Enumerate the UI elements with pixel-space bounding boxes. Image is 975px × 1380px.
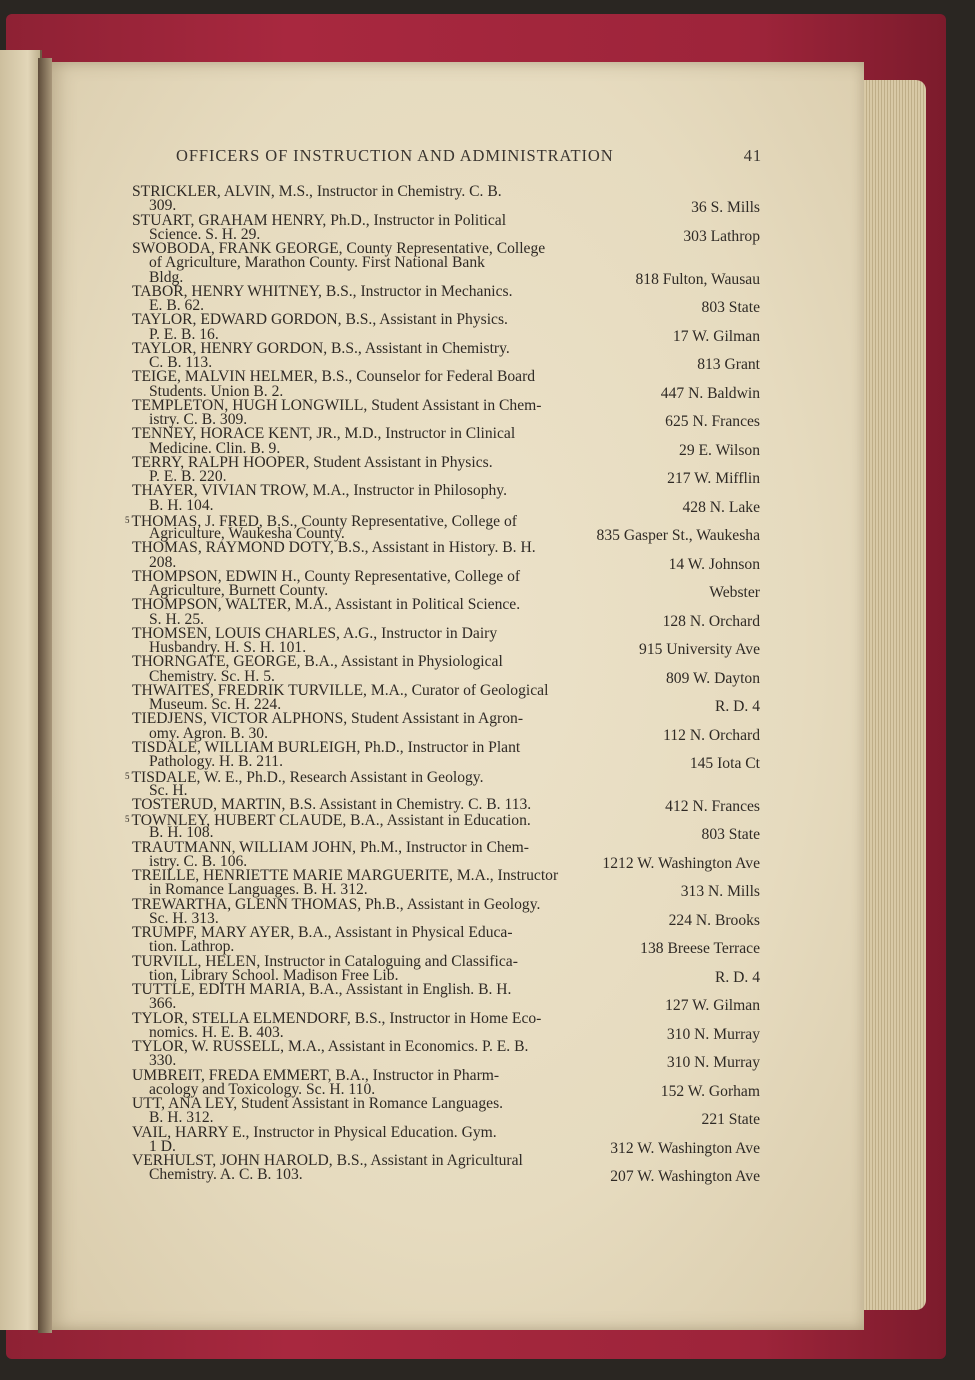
entry-text: E. B. 62. [149, 297, 205, 314]
entry-text: of Agriculture, Marathon County. First National Bank [149, 254, 485, 272]
entry-text: P. E. B. 220. [149, 468, 227, 485]
entry-text: TEIGE, MALVIN HELMER, B.S., Counselor for Federal Board [132, 368, 536, 386]
entry-name-line [132, 895, 762, 913]
entry-text: SWOBODA, FRANK GEORGE, County Representative, College [132, 240, 546, 257]
entry-address: 127 W. Gilman [665, 997, 760, 1015]
entry-continuation-line [132, 496, 762, 516]
entry-address: 221 State [701, 1111, 760, 1129]
entry-name-line [132, 282, 762, 300]
entry-text: P. E. B. 16. [149, 325, 219, 343]
entry-text: TRAUTMANN, WILLIAM JOHN, Ph.M., Instructor in Chem- [132, 838, 529, 856]
entry-text: TAYLOR, HENRY GORDON, B.S., Assistant in Chemistry. [132, 339, 510, 357]
entry-name-line [125, 812, 762, 829]
entry-text: Agriculture, Waukesha County. [149, 525, 345, 542]
entry-address: 36 S. Mills [691, 199, 760, 217]
entry-text: STUART, GRAHAM HENRY, Ph.D., Instructor in Political [132, 211, 507, 229]
entry-address: 29 E. Wilson [679, 441, 760, 459]
entry-text: TERRY, RALPH HOOPER, Student Assistant in Physics. [132, 453, 493, 471]
entry-address: 145 Iota Ct [689, 755, 760, 772]
entry-text: TISDALE, W. E., Ph.D., Research Assistant in Geology. [131, 769, 484, 787]
directory-entry [132, 1123, 762, 1157]
entry-text: TURVILL, HELEN, Instructor in Cataloguing and Classifica- [132, 952, 518, 970]
entry-text: TYLOR, STELLA ELMENDORF, B.S., Instructor in Home Eco- [132, 1009, 542, 1027]
directory-entry [132, 681, 762, 715]
entry-text: THOMSEN, LOUIS CHARLES, A.G., Instructor in Dairy [132, 624, 498, 642]
entry-name-line [132, 1123, 762, 1141]
entry-address: 217 W. Mifflin [667, 470, 760, 487]
entry-text: B. H. 104. [149, 496, 214, 514]
entry-text: Students. Union B. 2. [149, 382, 284, 400]
directory-entry [132, 1066, 762, 1100]
running-header-title: OFFICERS OF INSTRUCTION AND ADMINISTRATION [176, 146, 614, 165]
page-stack-edge [858, 80, 926, 1310]
running-header [176, 146, 766, 168]
entry-text: 208. [149, 553, 177, 571]
directory-entry [132, 453, 762, 487]
directory-entry [132, 924, 762, 958]
directory-entry [125, 512, 762, 544]
entry-text: S. H. 25. [149, 610, 205, 628]
entry-text: TEMPLETON, HUGH LONGWILL, Student Assistant in Chem- [132, 396, 542, 414]
entry-address: 813 Grant [697, 356, 760, 373]
entry-address: 152 W. Gorham [660, 1082, 760, 1100]
directory-entry [132, 981, 762, 1015]
entry-text: TRUMPF, MARY AYER, B.A., Assistant in Physical Educa- [132, 924, 513, 941]
directory-entry [132, 482, 762, 516]
entry-text: THOMPSON, WALTER, M.A., Assistant in Political Science. [132, 596, 521, 614]
entry-text: UTT, ANA LEY, Student Assistant in Romance Languages. [132, 1095, 504, 1112]
directory-entry [132, 240, 762, 288]
directory-entry [132, 211, 762, 245]
entry-text: TYLOR, W. RUSSELL, M.A., Assistant in Economics. P. E. B. [132, 1038, 529, 1055]
entry-address: 803 State [701, 826, 760, 844]
directory-entry [132, 1038, 762, 1072]
entry-text: Husbandry. H. S. H. 101. [149, 639, 307, 656]
entry-address: R. D. 4 [714, 698, 760, 715]
directory-entry [132, 396, 762, 430]
directory-entry [132, 895, 762, 929]
entry-text: THWAITES, FREDRIK TURVILLE, M.A., Curator of Geological [132, 681, 549, 699]
entry-text: tion, Library School. Madison Free Lib. [149, 966, 399, 984]
entry-text: TREILLE, HENRIETTE MARIE MARGUERITE, M.A., Instructor [132, 867, 559, 884]
entry-name-line [132, 339, 762, 357]
previous-page-edge [0, 50, 42, 1330]
entry-name-line [132, 598, 762, 612]
directory-entry [125, 812, 762, 844]
entry-text: THOMPSON, EDWIN H., County Representative, College of [132, 567, 521, 585]
entry-text: Science. S. H. 29. [149, 225, 261, 243]
entry-address: 310 N. Murray [666, 1054, 760, 1072]
entry-text: TREWARTHA, GLENN THOMAS, Ph.B., Assistant in Geology. [132, 895, 541, 913]
entry-text: TABOR, HENRY WHITNEY, B.S., Instructor in Mechanics. [132, 282, 513, 300]
entry-text: istry. C. B. 106. [149, 852, 248, 870]
entry-address: 14 W. Johnson [668, 555, 760, 573]
entry-text: 309. [149, 197, 177, 215]
entry-text: omy. Agron. B. 30. [149, 724, 268, 742]
entry-address: 803 State [701, 299, 760, 316]
entry-name-line [132, 541, 762, 555]
directory-entry [132, 368, 762, 402]
entry-text: B. H. 312. [149, 1109, 214, 1127]
entry-text: TOWNLEY, HUBERT CLAUDE, B.A., Assistant in Education. [131, 812, 531, 829]
entry-address: 224 N. Brooks [668, 911, 760, 929]
entry-name-line [132, 1097, 762, 1111]
entry-name-line [132, 313, 762, 327]
entry-address: 1212 W. Washington Ave [602, 854, 760, 872]
entry-address: 17 W. Gilman [672, 327, 760, 345]
entry-text: Pathology. H. B. 211. [149, 753, 283, 770]
directory-entry [132, 339, 762, 373]
footnote-marker: 5 [125, 514, 130, 525]
entry-text: THORNGATE, GEORGE, B.A., Assistant in Physiological [132, 653, 503, 671]
directory-entry [132, 710, 762, 744]
entry-address: R. D. 4 [714, 968, 760, 986]
entry-text: acology and Toxicology. Sc. H. 110. [149, 1080, 376, 1098]
entry-text: VERHULST, JOHN HAROLD, B.S., Assistant in Agricultural [132, 1152, 523, 1169]
entry-text: Chemistry. A. C. B. 103. [149, 1166, 303, 1184]
entry-text: Museum. Sc. H. 224. [149, 696, 282, 713]
directory-entry [132, 653, 762, 687]
entry-text: in Romance Languages. B. H. 312. [149, 881, 368, 899]
directory-entry [132, 425, 762, 459]
entry-address: 428 N. Lake [682, 498, 760, 516]
entry-text: 1 D. [149, 1137, 176, 1155]
entry-text: Chemistry. Sc. H. 5. [149, 667, 275, 685]
directory-entry [132, 596, 762, 630]
footnote-marker: 5 [125, 814, 130, 824]
directory-entry [132, 282, 762, 316]
entry-text: tion. Lathrop. [149, 938, 235, 956]
directory-entry [132, 567, 762, 601]
entry-text: TIEDJENS, VICTOR ALPHONS, Student Assistant in Agron- [132, 710, 524, 728]
entry-text: THOMAS, RAYMOND DOTY, B.S., Assistant in History. B. H. [132, 539, 536, 557]
entry-address: 447 N. Baldwin [660, 384, 760, 402]
entry-text: Sc. H. 313. [149, 909, 219, 927]
entry-text: TAYLOR, EDWARD GORDON, B.S., Assistant in Physics. [132, 311, 508, 329]
directory-entry [132, 311, 762, 345]
page-number: 41 [743, 146, 762, 165]
entry-address: 112 N. Orchard [663, 726, 760, 744]
book-gutter [38, 58, 52, 1333]
directory-entry [132, 738, 762, 772]
entry-text: 366. [149, 995, 177, 1013]
entry-address: 313 N. Mills [680, 883, 760, 901]
entry-address: 310 N. Murray [666, 1025, 760, 1043]
entry-text: TENNEY, HORACE KENT, JR., M.D., Instructor in Clinical [132, 425, 516, 443]
entry-text: TISDALE, WILLIAM BURLEIGH, Ph.D., Instructor in Plant [132, 738, 521, 756]
directory-entry [132, 624, 762, 658]
entry-address: 128 N. Orchard [662, 612, 760, 630]
directory-entry [125, 769, 762, 799]
entry-address: 207 W. Washington Ave [610, 1168, 760, 1186]
entry-text: TOSTERUD, MARTIN, B.S. Assistant in Chemistry. C. B. 113. [132, 795, 532, 813]
entry-address: 915 University Ave [639, 641, 760, 658]
entry-text: STRICKLER, ALVIN, M.S., Instructor in Chemistry. C. B. [132, 183, 502, 200]
entry-text: istry. C. B. 309. [149, 411, 248, 428]
entry-text: 330. [149, 1052, 177, 1070]
entry-text: VAIL, HARRY E., Instructor in Physical Education. Gym. [132, 1123, 497, 1141]
entry-text: Medicine. Clin. B. 9. [149, 439, 281, 457]
entry-text: B. H. 108. [149, 824, 214, 842]
entry-name-line [125, 769, 762, 787]
entry-address: Webster [709, 584, 760, 601]
entry-text: UMBREIT, FREDA EMMERT, B.A., Instructor in Pharm- [132, 1066, 500, 1084]
footnote-marker: 5 [125, 771, 130, 782]
entry-name-line [132, 1040, 762, 1054]
directory-entry [132, 867, 762, 901]
entry-text: THAYER, VIVIAN TROW, M.A., Instructor in Philosophy. [132, 482, 507, 500]
directory-entries [125, 183, 762, 1186]
directory-entry [132, 952, 762, 986]
directory-entry [132, 539, 762, 573]
entry-address: 138 Breese Terrace [640, 940, 760, 958]
entry-text: TUTTLE, EDITH MARIA, B.A., Assistant in English. B. H. [132, 981, 512, 998]
entry-address: 303 Lathrop [683, 227, 760, 245]
entry-text: nomics. H. E. B. 403. [149, 1023, 284, 1041]
entry-text: Bldg. [149, 268, 184, 286]
entry-text: THOMAS, J. FRED, B.S., County Representative, College of [131, 512, 517, 530]
entry-address: 312 W. Washington Ave [610, 1139, 760, 1157]
entry-text: Sc. H. [149, 781, 188, 799]
directory-entry [132, 1152, 762, 1186]
entry-text: C. B. 113. [149, 354, 213, 371]
directory-entry [132, 1009, 762, 1043]
entry-name-line [132, 484, 762, 498]
directory-entry [132, 183, 762, 217]
entry-name-line [132, 185, 762, 199]
directory-entry [132, 795, 762, 815]
entry-address: 625 N. Frances [665, 413, 760, 430]
entry-address: 835 Gasper St., Waukesha [596, 527, 760, 544]
entry-address: 412 N. Frances [665, 797, 760, 815]
entry-name-line [132, 983, 762, 997]
entry-text: Agriculture, Burnett County. [149, 582, 329, 599]
entry-continuation-line [132, 256, 762, 270]
entry-continuation-line [132, 753, 762, 772]
entry-address: 818 Fulton, Wausau [635, 270, 760, 288]
entry-address: 809 W. Dayton [666, 669, 760, 687]
directory-entry [132, 1095, 762, 1129]
directory-entry [132, 838, 762, 872]
